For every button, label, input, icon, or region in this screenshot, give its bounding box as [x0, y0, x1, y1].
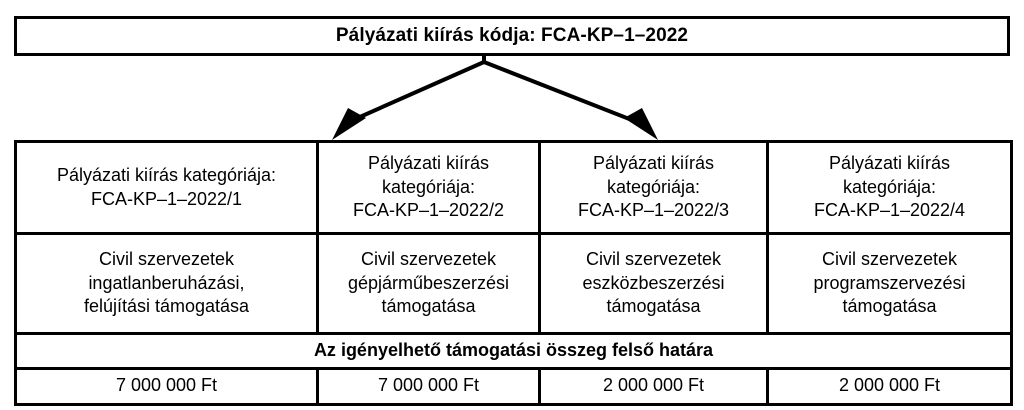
- category-cell-1: [16, 142, 318, 234]
- category-cell-4: [768, 142, 1012, 234]
- category-cell-3-line-2: kategóriája:: [606, 176, 701, 197]
- purpose-cell-3: [540, 234, 768, 334]
- amount-cell-4: 2 000 000 Ft: [768, 368, 1012, 404]
- amount-cell-1: 7 000 000 Ft: [16, 368, 318, 404]
- category-cell-4-line-1: Pályázati kiírás: [828, 152, 951, 173]
- category-cell-2: [318, 142, 540, 234]
- table-row-amount: [16, 368, 1012, 404]
- purpose-cell-4-line-3: támogatása: [842, 296, 937, 317]
- purpose-cell-1-line-2: ingatlanberuházási,: [88, 272, 245, 293]
- arrows-svg: [14, 56, 1010, 140]
- category-cell-2-line-3: FCA-KP–1–2022/2: [352, 200, 505, 221]
- purpose-cell-2-line-2: gépjárműbeszerzési: [347, 272, 510, 293]
- purpose-cell-3-line-3: támogatása: [606, 296, 701, 317]
- arrow-to-column-1: [332, 62, 484, 140]
- purpose-cell-2-line-1: Civil szervezetek: [360, 248, 497, 269]
- program-code-label: Pályázati kiírás kódja: FCA-KP–1–2022: [335, 25, 689, 46]
- connector-arrows: [14, 56, 1010, 140]
- category-cell-4-line-3: FCA-KP–1–2022/4: [813, 200, 966, 221]
- category-cell-1-line-1: Pályázati kiírás kategóriája:: [56, 164, 277, 185]
- purpose-cell-1-line-1: Civil szervezetek: [98, 248, 235, 269]
- purpose-cell-4: [768, 234, 1012, 334]
- arrow-to-column-3: [484, 62, 658, 140]
- amount-cell-3: 2 000 000 Ft: [540, 368, 768, 404]
- purpose-cell-1: [16, 234, 318, 334]
- purpose-cell-4-line-1: Civil szervezetek: [821, 248, 958, 269]
- category-cell-3: [540, 142, 768, 234]
- table-row-category: [16, 142, 1012, 234]
- category-cell-1-line-2: FCA-KP–1–2022/1: [90, 188, 243, 209]
- amount-cell-2: 7 000 000 Ft: [318, 368, 540, 404]
- purpose-cell-3-line-1: Civil szervezetek: [585, 248, 722, 269]
- program-code-box: [14, 16, 1010, 56]
- category-cell-4-line-2: kategóriája:: [842, 176, 937, 197]
- category-cell-3-line-1: Pályázati kiírás: [592, 152, 715, 173]
- categories-table: [14, 140, 1013, 406]
- purpose-cell-1-line-3: felújítási támogatása: [83, 296, 250, 317]
- category-cell-2-line-1: Pályázati kiírás: [367, 152, 490, 173]
- category-cell-3-line-3: FCA-KP–1–2022/3: [577, 200, 730, 221]
- purpose-cell-4-line-2: programszervezési: [813, 272, 966, 293]
- purpose-cell-2-line-3: támogatása: [381, 296, 476, 317]
- category-cell-2-line-2: kategóriája:: [381, 176, 476, 197]
- categories-table-wrap: [14, 140, 1010, 406]
- table-row-cap-label: [16, 334, 1012, 369]
- cap-label-cell: Az igényelhető támogatási összeg felső határa: [16, 334, 1012, 369]
- purpose-cell-2: [318, 234, 540, 334]
- purpose-cell-3-line-2: eszközbeszerzési: [582, 272, 725, 293]
- table-row-purpose: [16, 234, 1012, 334]
